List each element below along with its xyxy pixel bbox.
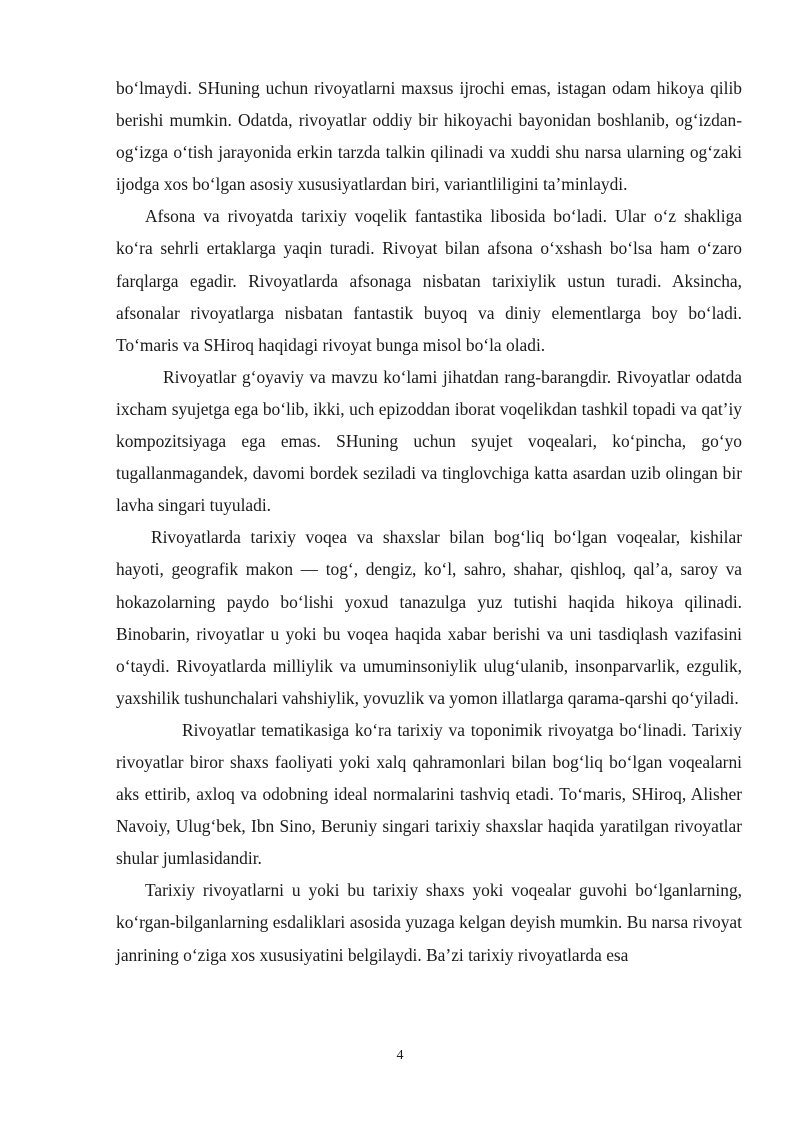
paragraph: Rivoyatlar g‘oyaviy va mavzu ko‘lami jihatdan rang-barangdir. Rivoyatlar odatda ixcham syujetga ega bo‘lib, ikki, uch epizoddan iborat voqelikdan tashkil topadi va qat’iy kompozitsiyaga ega emas. SHuning uchun syujet voqealari, ko‘pincha, go‘yo tugallanmagandek, davomi bordek seziladi va tinglovchiga katta asardan uzib olingan bir lavha singari tuyuladi. — [116, 366, 742, 516]
page-number: 4 — [396, 1048, 404, 1063]
paragraph: Rivoyatlar tematikasiga ko‘ra tarixiy va toponimik rivoyatga bo‘linadi. Tarixiy rivoyatlar biror shaxs faoliyati yoki xalq qahramonlari bilan bog‘liq bo‘lgan voqealarni aks ettirib, axloq va odobning ideal normalarini tashviq etadi. To‘maris, SHiroq, Alisher Navoiy, Ulug‘bek, Ibn Sino, Beruniy singari tarixiy shaxslar haqida yaratilgan rivoyatlar shular jumlasidandir. — [116, 719, 742, 869]
body-text — [116, 72, 742, 971]
paragraph: Afsona va rivoyatda tarixiy voqelik fantastika libosida bo‘ladi. Ular o‘z shakliga ko‘ra sehrli ertaklarga yaqin turadi. Rivoyat bilan afsona o‘xshash bo‘lsa ham o‘zaro farqlarga egadir. Rivoyatlarda afsonaga nisbatan tarixiylik ustun turadi. Aksincha, afsonalar rivoyatlarga nisbatan fantastik buyoq va diniy elementlarga boy bo‘ladi. To‘maris va SHiroq haqidagi rivoyat bunga misol bo‘la oladi. — [116, 206, 742, 355]
paragraph: bo‘lmaydi. SHuning uchun rivoyatlarni maxsus ijrochi emas, istagan odam hikoya qilib berishi mumkin. Odatda, rivoyatlar oddiy bir hikoyachi bayonidan boshlanib, og‘izdan-og‘izga o‘tish jarayonida erkin tarzda talkin qilinadi va xuddi shu narsa ularning og‘zaki ijodga xos bo‘lgan asosiy xususiyatlardan biri, variantliligini ta’minlaydi. — [116, 78, 742, 195]
paragraph: Rivoyatlarda tarixiy voqea va shaxslar bilan bog‘liq bo‘lgan voqealar, kishilar hayoti, geografik makon — tog‘, dengiz, ko‘l, sahro, shahar, qishloq, qal’a, saroy va hokazolarning paydo bo‘lishi yoxud tanazulga yuz tutishi haqida hikoya qilinadi. Binobarin, rivoyatlar u yoki bu voqea haqida xabar berishi va uni tasdiqlash vazifasini o‘taydi. Rivoyatlarda milliylik va umuminsoniylik ulug‘ulanib, insonparvarlik, ezgulik, yaxshilik tushunchalari vahshiylik, yovuzlik va yomon illatlarga qarama-qarshi qo‘yiladi. — [116, 527, 742, 708]
paragraph: Tarixiy rivoyatlarni u yoki bu tarixiy shaxs yoki voqealar guvohi bo‘lganlarning, ko‘rgan-bilganlarning esdaliklari asosida yuzaga kelgan deyish mumkin. Bu narsa rivoyat janrining o‘ziga xos xususiyatini belgilaydi. Ba’zi tarixiy rivoyatlarda esa — [116, 880, 742, 965]
